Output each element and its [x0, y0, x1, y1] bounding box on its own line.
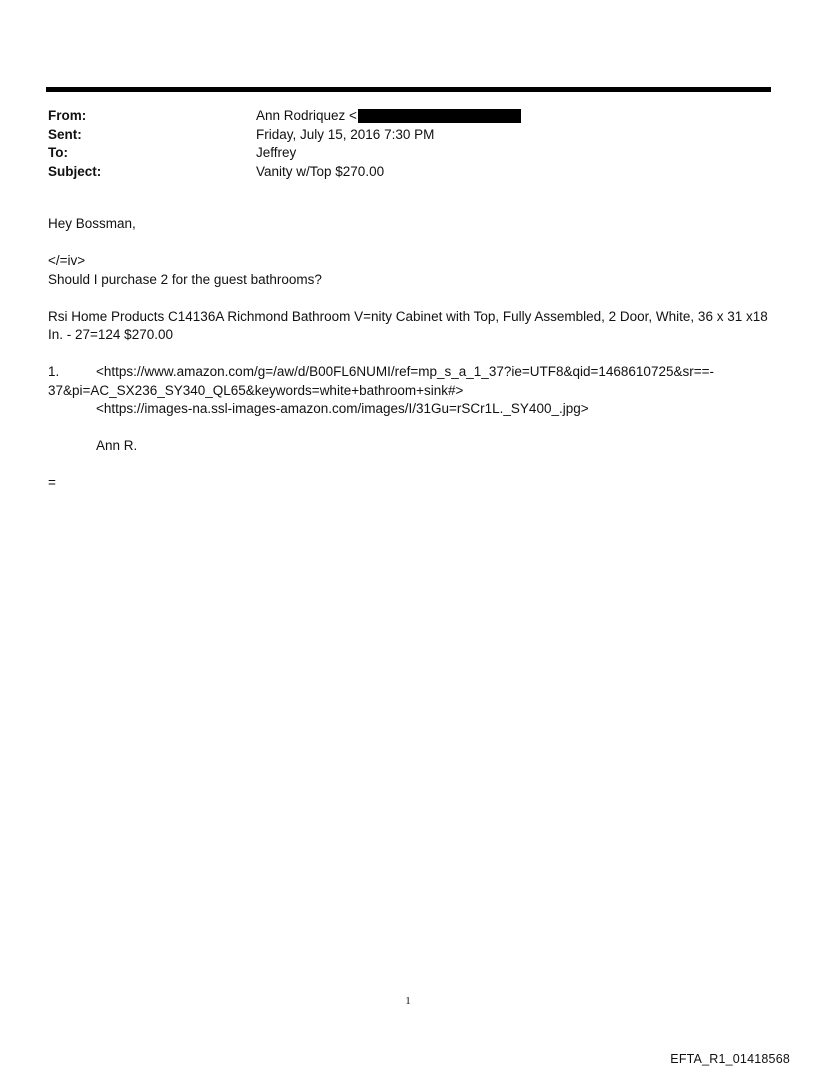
from-row: [48, 107, 768, 126]
sender-name: Ann Rodriquez <: [256, 108, 357, 123]
to-row: [48, 144, 768, 163]
question-text: Should I purchase 2 for the guest bathrooms?: [48, 271, 322, 287]
item-number: 1.: [48, 364, 60, 379]
signature: Ann R.: [96, 438, 138, 453]
to-label: To:: [48, 145, 68, 160]
amazon-product-link[interactable]: <https://www.amazon.com/g=/aw/d/B00FL6NUMI/ref=mp_s_a_1_37?ie=UTF8&qid=1468610725&sr==-: [96, 364, 714, 379]
amazon-product-link-continued[interactable]: 37&pi=AC_SX236_SY340_QL65&keywords=white+bathroom+sink#>: [48, 382, 464, 398]
header-divider: [46, 87, 771, 92]
product-line-2: In. - 27=124 $270.00: [48, 327, 173, 342]
from-label: From:: [48, 108, 87, 123]
sent-row: [48, 126, 768, 145]
email-header: [48, 107, 768, 181]
sent-value: Friday, July 15, 2016 7:30 PM: [256, 126, 435, 142]
trailing-character: =: [48, 475, 56, 490]
page-number: 1: [405, 995, 411, 1007]
subject-label: Subject:: [48, 163, 102, 179]
redaction-block: [358, 109, 521, 123]
product-description: [48, 308, 778, 345]
greeting: Hey Bossman,: [48, 216, 136, 231]
subject-row: [48, 163, 768, 182]
sent-label: Sent:: [48, 126, 82, 142]
product-line-1: Rsi Home Products C14136A Richmond Bathroom V=nity Cabinet with Top, Fully Assembled, 2 Door, White, 36 x 31 x18: [48, 308, 768, 324]
links-block: [48, 363, 778, 419]
subject-value: Vanity w/Top $270.00: [256, 163, 385, 179]
markup-fragment: </=iv>: [48, 253, 86, 268]
email-body: [48, 215, 778, 493]
numbered-link: [48, 363, 778, 382]
bates-number: EFTA_R1_01418568: [670, 1052, 790, 1066]
amazon-image-link[interactable]: <https://images-na.ssl-images-amazon.com/images/I/31Gu=rSCr1L._SY400_.jpg>: [96, 401, 589, 416]
from-value: [256, 107, 521, 126]
to-value: Jeffrey: [256, 145, 297, 160]
